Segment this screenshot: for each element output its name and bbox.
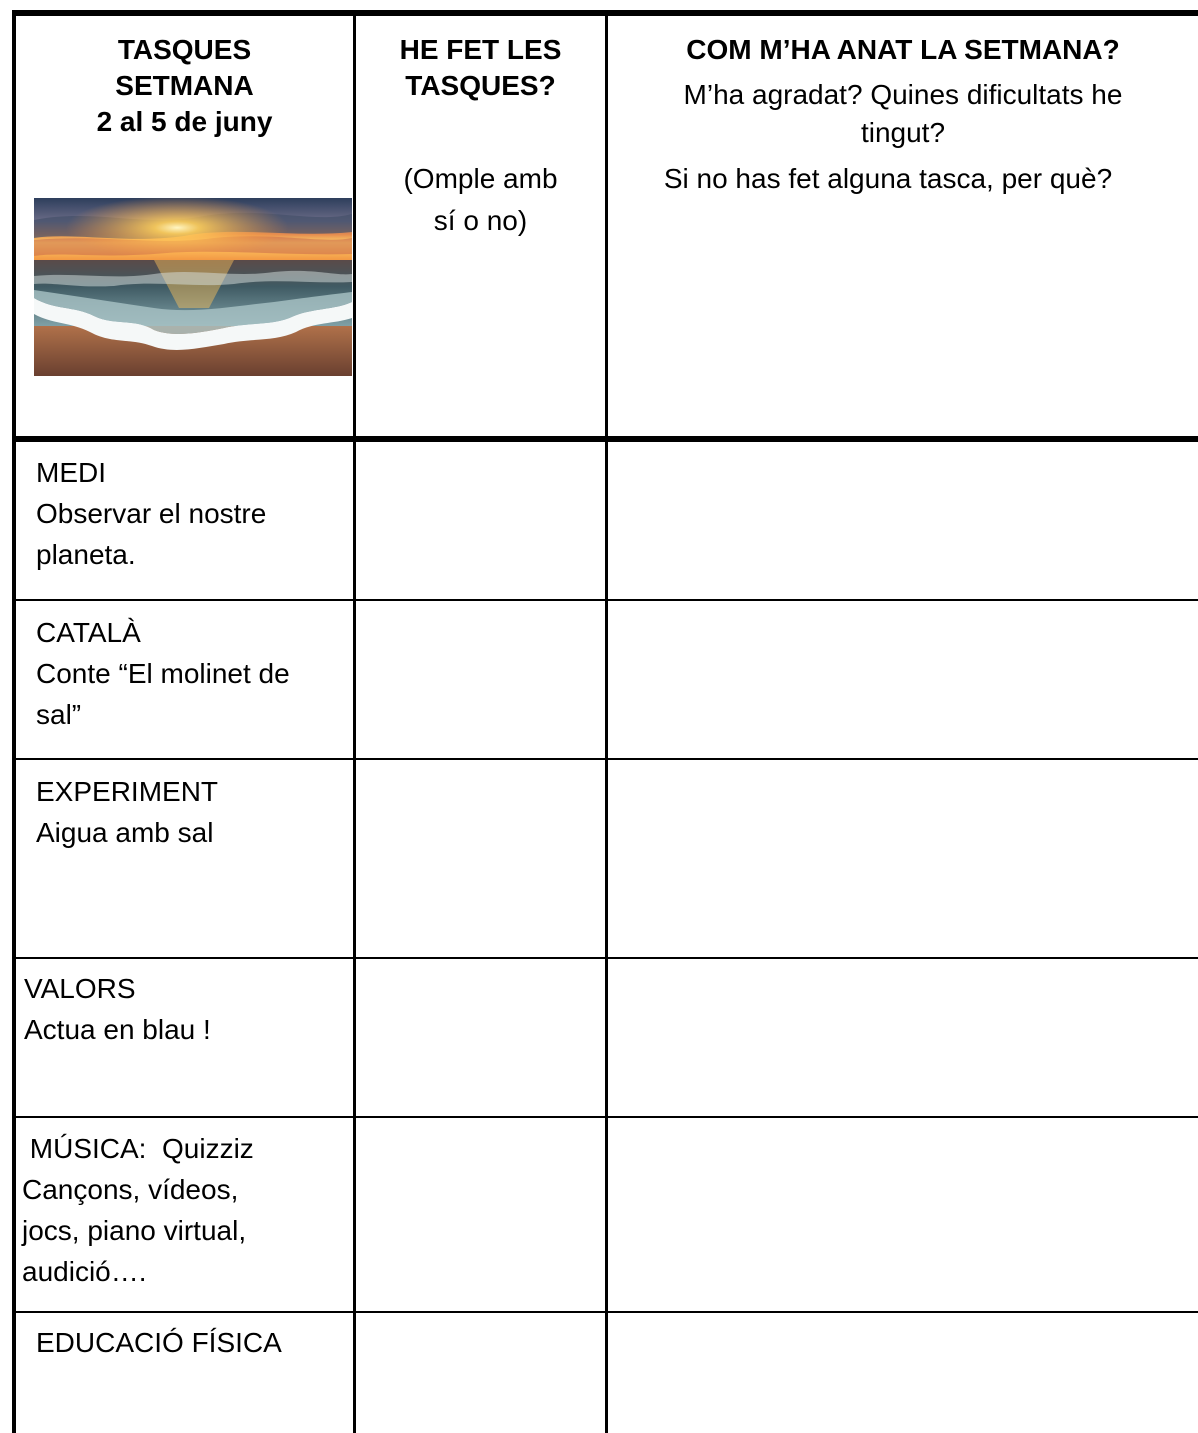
week-comment-cell[interactable] bbox=[608, 442, 1198, 599]
week-comment-cell[interactable] bbox=[608, 1313, 1198, 1433]
task-description: Conte “El molinet de sal” bbox=[36, 658, 290, 730]
header-tasks-line: SETMANA bbox=[115, 70, 254, 101]
task-row-experiment bbox=[36, 771, 351, 853]
header-done-line: HE FET LES bbox=[399, 34, 562, 65]
task-category: CATALÀ bbox=[36, 617, 141, 648]
task-category: EXPERIMENT bbox=[36, 776, 219, 807]
done-answer-cell[interactable] bbox=[356, 442, 605, 599]
done-answer-cell[interactable] bbox=[356, 601, 605, 758]
task-category: MÚSICA: Quizziz bbox=[22, 1133, 254, 1164]
task-category: EDUCACIÓ FÍSICA bbox=[36, 1327, 282, 1358]
task-row-catala bbox=[36, 612, 351, 735]
header-done-note bbox=[356, 158, 605, 242]
task-row-educacio-fisica bbox=[36, 1322, 351, 1363]
week-comment-cell[interactable] bbox=[608, 760, 1198, 957]
header-done-title bbox=[356, 32, 605, 104]
header-week-subtitle bbox=[608, 76, 1198, 152]
week-comment-cell[interactable] bbox=[608, 1118, 1198, 1311]
header-tasks-line: TASQUES bbox=[117, 34, 252, 65]
week-comment-cell[interactable] bbox=[608, 959, 1198, 1116]
sunset-beach-photo bbox=[34, 198, 352, 376]
task-category: VALORS bbox=[24, 973, 136, 1004]
header-week-question: Si no has fet alguna tasca, per què? bbox=[663, 163, 1113, 194]
header-done-note-line: sí o no) bbox=[433, 205, 528, 236]
task-description: Cançons, vídeos, jocs, piano virtual, audició…. bbox=[22, 1174, 247, 1287]
task-row-medi bbox=[36, 452, 351, 575]
header-done-line: TASQUES? bbox=[405, 70, 556, 101]
task-category: MEDI bbox=[36, 457, 106, 488]
done-answer-cell[interactable] bbox=[356, 959, 605, 1116]
done-answer-cell[interactable] bbox=[356, 760, 605, 957]
header-week-subtitle-line: tingut? bbox=[860, 117, 946, 148]
header-week-subtitle-line: M’ha agradat? Quines dificultats he bbox=[683, 79, 1123, 110]
task-description: Observar el nostre planeta. bbox=[36, 498, 267, 570]
table-left-border bbox=[12, 10, 16, 1433]
done-answer-cell[interactable] bbox=[356, 1118, 605, 1311]
task-description: Actua en blau ! bbox=[24, 1014, 211, 1045]
header-done-note-line: (Omple amb bbox=[403, 163, 558, 194]
header-tasks-line: 2 al 5 de juny bbox=[96, 106, 273, 137]
task-row-musica bbox=[22, 1128, 351, 1292]
header-tasks-title bbox=[16, 32, 353, 140]
done-answer-cell[interactable] bbox=[356, 1313, 605, 1433]
header-week-title: COM M’HA ANAT LA SETMANA? bbox=[686, 34, 1120, 65]
task-description: Aigua amb sal bbox=[36, 817, 214, 848]
week-comment-cell[interactable] bbox=[608, 601, 1198, 758]
task-row-valors bbox=[24, 968, 351, 1050]
